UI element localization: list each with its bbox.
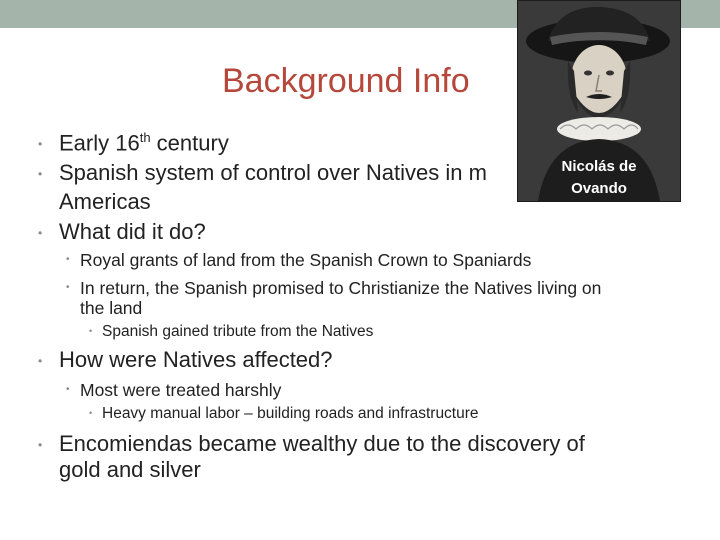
caption-line-2: Ovando <box>571 180 627 197</box>
superscript: th <box>139 130 151 145</box>
bullet-text: century <box>150 130 229 156</box>
slide-title: Background Info <box>222 62 470 100</box>
bullet-marker: • <box>38 226 43 240</box>
bullet-how-affected: How were Natives affected? <box>59 347 333 372</box>
sub-bullet-treated-harshly: Most were treated harshly <box>80 380 282 400</box>
portrait-caption <box>518 156 680 200</box>
bullet-marker: • <box>38 438 43 452</box>
sub-bullet-in-return: In return, the Spanish promised to Christianize the Natives living on <box>80 278 602 298</box>
bullet-what-did-it-do: What did it do? <box>59 219 206 244</box>
bullet-marker: • <box>38 167 43 181</box>
bullet-early-16th <box>59 130 229 156</box>
bullet-marker: • <box>89 408 93 418</box>
bullet-marker: • <box>38 137 43 151</box>
bullet-encomiendas: Encomiendas became wealthy due to the discovery of <box>59 431 585 456</box>
sub-sub-bullet-tribute: Spanish gained tribute from the Natives <box>102 323 374 340</box>
bullet-spanish-system-cont: Americas <box>59 189 151 214</box>
bullet-marker: • <box>66 254 70 265</box>
portrait-image <box>517 0 681 202</box>
bullet-marker: • <box>38 354 43 368</box>
bullet-spanish-system: Spanish system of control over Natives in m <box>59 160 487 185</box>
sub-sub-bullet-manual-labor: Heavy manual labor – building roads and infrastructure <box>102 405 479 422</box>
sub-bullet-royal-grants: Royal grants of land from the Spanish Crown to Spaniards <box>80 250 532 270</box>
bullet-encomiendas-cont: gold and silver <box>59 457 201 482</box>
caption-line-1: Nicolás de <box>561 158 637 175</box>
bullet-marker: • <box>66 282 70 293</box>
bullet-marker: • <box>89 326 93 336</box>
bullet-marker: • <box>66 384 70 395</box>
bullet-text: Early 16 <box>59 130 140 156</box>
sub-bullet-in-return-cont: the land <box>80 298 143 318</box>
